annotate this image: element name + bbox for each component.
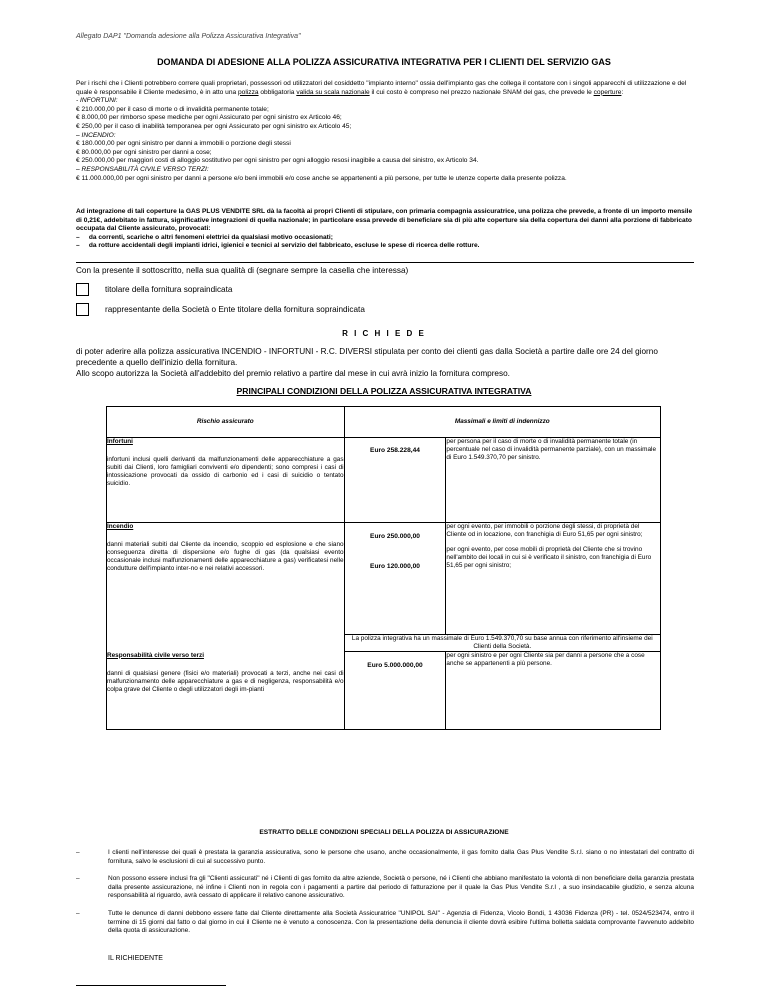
intro-line: – INCENDIO: — [76, 131, 116, 139]
estratto-item: – I clienti nell'interesse dei quali è prestata la garanzia assicurativa, sono le persone che usano, anche occasionalmente, il gas fornito dalla Gas Plus Vendite S.r.l. siano o no intestatari del contratto di fornitura, salvo le esclusioni di cui al successivo punto. — [76, 849, 694, 865]
intro-line: € 180.000,00 per ogni sinistro per danni a immobili o porzione degli stessi — [76, 140, 291, 148]
table-row-incendio — [107, 523, 661, 635]
desc-incendio: per ogni evento, per immobili o porzione degli stessi, di proprietà del Cliente od in locazione, con franchigia di Euro 51,65 per ogni sinistro; per ogni evento, per cose mobili di proprietà del Cliente che si trovino nell'ambito dei locali in cui si è verificato il sinistro, con franchigia di Euro 51,65 per ogni sinistro; — [446, 523, 661, 635]
option-titolare[interactable] — [76, 283, 232, 296]
conditions-title: PRINCIPALI CONDIZIONI DELLA POLIZZA ASSICURATIVA INTEGRATIVA — [236, 386, 532, 396]
table-row-infortuni — [107, 438, 661, 523]
estratto-title: ESTRATTO DELLE CONDIZIONI SPECIALI DELLA POLIZZA DI ASSICURAZIONE — [259, 829, 509, 836]
column-header-massimali: Massimali e limiti di indennizzo — [344, 407, 660, 438]
intro-line: € 80.000,00 per ogni sinistro per danni a cose; — [76, 148, 212, 156]
page-title: DOMANDA DI ADESIONE ALLA POLIZZA ASSICURATIVA INTEGRATIVA PER I CLIENTI DEL SERVIZIO GAS — [157, 57, 611, 67]
intro-line: - INFORTUNI: — [76, 97, 118, 105]
rischio-infortuni: Infortuni infortuni inclusi quelli derivanti da malfunzionamenti delle apparecchiature a gas subiti dai Clienti, loro famigliari conviventi e/o dipendenti; sono compresi i casi di intossicazione provocati da ossido di carbonio ed i casi di suicidio o tentato suicidio. — [107, 438, 345, 523]
estratto-item: – Non possono essere inclusi fra gli "Clienti assicurati" né i Clienti di gas fornito da altre aziende, Società o persone, né i Clienti che abbiano manifestato la volontà di non beneficiare della garanzia prestata dalla presente assicurazione, né infine i Clienti non in regola con i pagamenti a partire dal periodo di fatturazione per il quale la Gas Plus Vendite S.r.l , a suo insindacabile giudizio, e senza alcuna responsabilità al riguardo, avrà cessato di applicare il relativo canone assicurativo. — [76, 875, 694, 900]
integration-paragraph: Ad integrazione di tali coperture la GAS PLUS VENDITE SRL dà la facoltà ai propri Clienti di stipulare, con primaria compagnia assicuratrice, una polizza che prevede, a fronte di un importo mensile di 0,21€, addebitato in fattura, significative integrazioni di quella nazionale; in particolare essa prevede di beneficiare sia di più alte coperture sia della copertura dei danni alla porzione di fabbricato occupata dal Cliente assicurato, provocati: — [76, 208, 693, 233]
richiede-heading: R I C H I E D E — [342, 329, 426, 338]
richiedente-label: IL RICHIEDENTE — [108, 955, 163, 962]
rischio-incendio: Incendio danni materiali subiti dal Cliente da incendio, scoppio ed esplosione e che siano conseguenza diretta di dispersione e/o fughe di gas (da qualsiasi evento occasionale inclusi malfunzionamenti delle apparecchiature a gas) verificatesi nelle condutture dell'impianto inter-no e nei relativi accessori. — [107, 523, 345, 635]
rappresentante-label: rappresentante della Società o Ente titolare della fornitura sopraindicata — [105, 305, 365, 314]
intro-line: € 11.000.000,00 per ogni sinistro per danni a persone e/o beni immobili e/o cose anche se appartenenti a più persone, per tutte le utenze coperte dalla presente polizza. — [76, 174, 567, 182]
amount-incendio: Euro 250.000,00 Euro 120.000,00 — [344, 523, 446, 635]
intro-line: – RESPONSABILITÀ CIVILE VERSO TERZI: — [76, 165, 209, 173]
rappresentante-checkbox[interactable] — [76, 303, 89, 316]
desc-infortuni: per persona per il caso di morte o di invalidità permanente totale (in percentuale nel caso di invalidità permanente parziale), con un massimale di Euro 1.549.370,70 per sinistro. — [446, 438, 661, 523]
conditions-table — [106, 406, 661, 730]
intro-line: € 250,00 per il caso di inabilità temporanea per ogni Assicurato per ogni sinistro ex Articolo 45; — [76, 122, 352, 130]
amount-rc: Euro 5.000.000,00 — [344, 652, 446, 730]
table-row-rc — [107, 652, 661, 730]
header-note: Allegato DAP1 "Domanda adesione alla Polizza Assicurativa Integrativa" — [76, 33, 301, 40]
option-rappresentante[interactable] — [76, 303, 365, 316]
intro-line: € 250.000,00 per maggiori costi di alloggio sostitutivo per ogni sinistro per ogni alloggio resosi inagibile a causa del sinistro, ex Articolo 34. — [76, 157, 479, 165]
table-header-row — [107, 407, 661, 438]
table-row-summary — [107, 635, 661, 652]
intro-paragraph: Per i rischi che i Clienti potrebbero correre quali proprietari, possessori od utilizzatori del cosiddetto "impianto interno" ossia dell'impianto gas che collega il contatore con i singoli apparecchi di utilizzazione e del quale è responsabile il Cliente medesimo, è in atto una polizza obbligatoria valida su scala nazionale il cui costo è compreso nel prezzo nazionale SNAM del gas, che prevede le coperture: — [76, 80, 687, 96]
signature-line[interactable] — [76, 985, 226, 986]
estratto-item: – Tutte le denunce di danni debbono essere fatte dal Cliente direttamente alla Società Assicuratrice "UNIPOL SAI" - Agenzia di Fidenza, Vicolo Bondi, 1 43036 Fidenza (PR) - tel. 0524/523474, entro il termine di 15 giorni dal fatto o dal giorno in cui il Cliente ne è venuto a conoscenza. Con la presentazione della denuncia il cliente dovrà esibire l'ultima bolletta saldata comprovante l'avvenuto addebito della quota di assicurazione. — [76, 910, 694, 935]
intro-line: € 8.000,00 per rimborso spese mediche per ogni Assicurato per ogni sinistro ex Articolo 46; — [76, 114, 342, 122]
column-header-rischio: Rischio assicurato — [107, 407, 345, 438]
desc-rc: per ogni sinistro e per ogni Cliente sia per danni a persone che a cose anche se appartenenti a più persone. — [446, 652, 661, 730]
massimale-summary: La polizza integrativa ha un massimale di Euro 1.549.370,70 su base annua con riferimento all'insieme dei Clienti della Società. — [344, 635, 660, 652]
amount-infortuni: Euro 258.228,44 — [344, 438, 446, 523]
titolare-label: titolare della fornitura sopraindicata — [105, 285, 233, 294]
integration-item: – da correnti, scariche o altri fenomeni elettrici da qualsiasi motivo occasionati; — [76, 233, 333, 241]
intro-line: € 210.000,00 per il caso di morte o di invalidità permanente totale; — [76, 105, 269, 113]
integration-section — [76, 208, 694, 251]
intro-section — [76, 80, 694, 183]
rischio-rc: Responsabilità civile verso terzi danni di qualsiasi genere (fisici e/o materiali) provocati a terzi, anche nei casi di malfunzionamento delle apparecchiature a gas e di negligenza, responsabilità e/o colpa grave del Cliente o degli utilizzatori degli im-pianti — [107, 652, 345, 730]
divider — [76, 262, 694, 263]
integration-item: – da rotture accidentali degli impianti idrici, igienici e tecnici al servizio del fabbricato, escluse le spese di ricerca delle rotture. — [76, 242, 480, 250]
sottoscritto-text: Con la presente il sottoscritto, nella sua qualità di (segnare sempre la casella che interessa) — [76, 266, 409, 275]
titolare-checkbox[interactable] — [76, 283, 89, 296]
request-text: di poter aderire alla polizza assicurativa INCENDIO - INFORTUNI - R.C. DIVERSI stipulata per conto dei clienti gas dalla Società a partire dalle ore 24 del giorno precedente a quello dell'inizio della fornitura. Allo scopo autorizza la Società all'addebito del premio relativo a partire dal mese in cui avrà inizio la fornitura compreso. — [76, 347, 658, 378]
